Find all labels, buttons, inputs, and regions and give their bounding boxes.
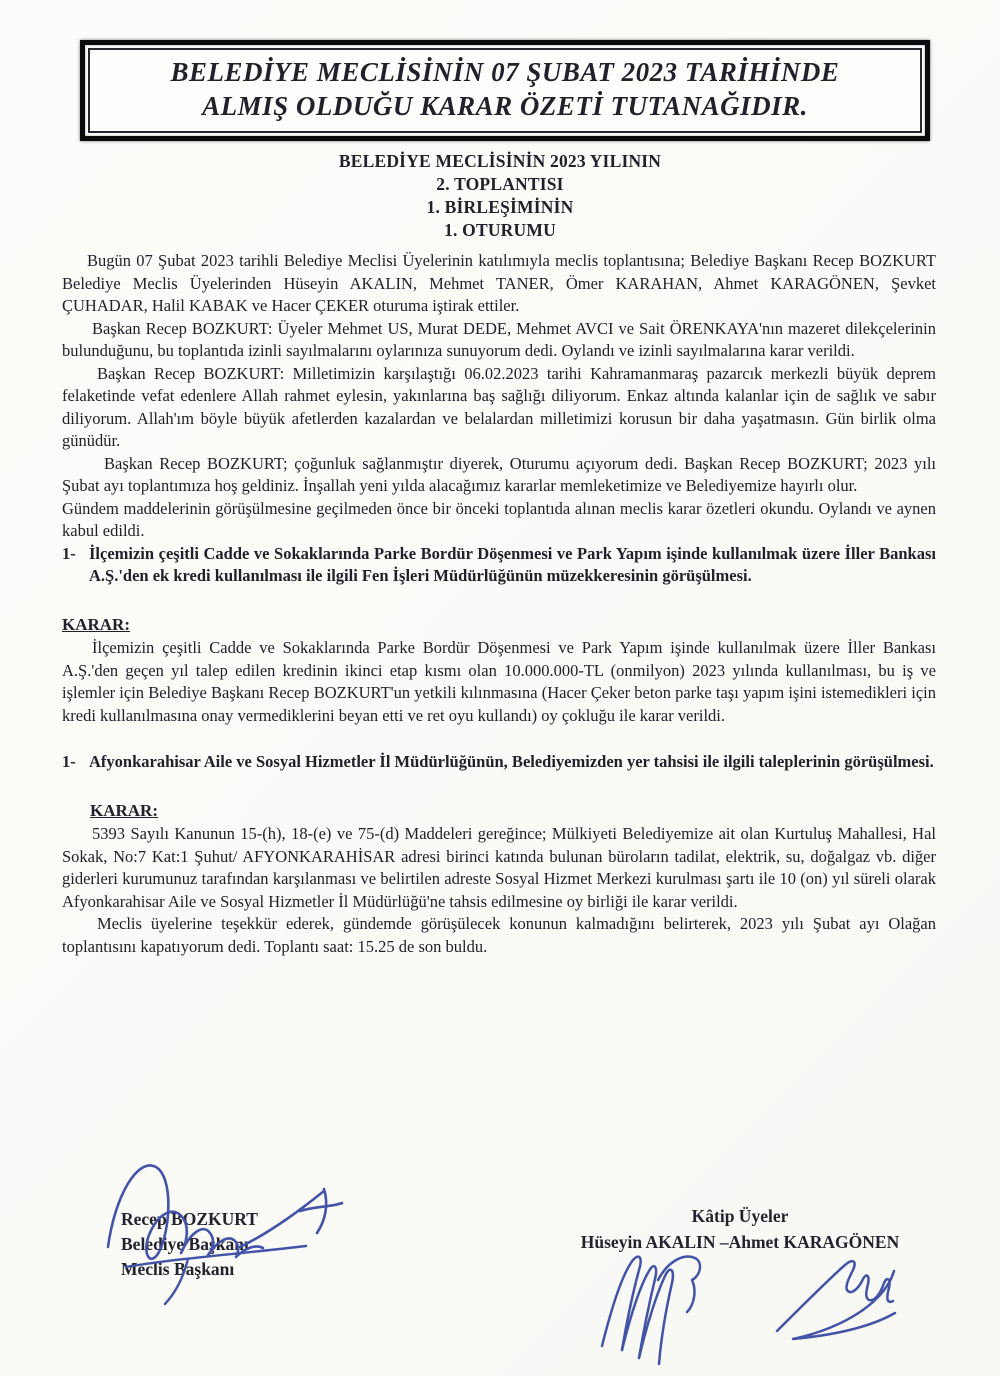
title-box — [80, 40, 930, 141]
clerk-signature-2-ink-icon — [763, 1243, 908, 1358]
karar-label-2: KARAR: — [90, 800, 158, 820]
intro-paragraph-1: Bugün 07 Şubat 2023 tarihli Belediye Meclisi Üyelerinin katılımıyla meclis toplantısına; Belediye Başkanı Recep BOZKURT Belediye Meclis Üyelerinden Hüseyin AKALIN, Mehmet TANER, Ömer KARAHAN, Ahmet KARAGÖNEN, Şevket ÇUHADAR, Halil KABAK ve Hacer ÇEKER oturuma iştirak ettiler. — [62, 251, 936, 315]
clerk-names: Hüseyin AKALIN –Ahmet KARAGÖNEN — [580, 1232, 900, 1252]
mayor-title-2: Meclis Başkanı — [121, 1259, 235, 1279]
document-body — [62, 250, 936, 958]
subheader-sitting: 1. BİRLEŞİMİNİN — [426, 197, 574, 217]
karar-text-1: İlçemizin çeşitli Cadde ve Sokaklarında Parke Bordür Döşenmesi ve Park Yapım işinde kullanılmak üzere İller Bankası A.Ş.'den geçen yıl talep edilen kredinin ikinci etap kısmı olan 10.000.000-TL (onmilyon) 2023 yılında kullanılması, bu iş ve işlemler için Belediye Başkanı Recep BOZKURT'un yetkili kılınmasına (Hacer Çeker beton parke taşı yapım işini istemedikleri için kredi kullanılmasına onay vermediklerini beyan etti ve ret oyu kullandı) oy çokluğu ile karar verildi. — [62, 638, 936, 725]
closing-paragraph: Meclis üyelerine teşekkür ederek, gündemde görüşülecek konunun kalmadığını belirterek, 2023 yılı Şubat ayı Olağan toplantısını kapatıyorum dedi. Toplantı saat: 15.25 de son buldu. — [62, 914, 936, 956]
title-line-1: BELEDİYE MECLİSİNİN 07 ŞUBAT 2023 TARİHİNDE — [170, 57, 840, 87]
intro-paragraph-2: Başkan Recep BOZKURT: Üyeler Mehmet US, Murat DEDE, Mehmet AVCI ve Sait ÖRENKAYA'nın mazeret dilekçelerinin bulunduğunu, bu toplantıda izinli sayılmalarını oylarınıza sunuyorum dedi. Oylandı ve izinli sayılmalarına karar verildi. — [62, 318, 936, 360]
title-box-inner — [88, 48, 922, 133]
agenda-item-1 — [62, 543, 936, 588]
mayor-signature-ink-icon — [88, 1147, 348, 1307]
karar-text-2: 5393 Sayılı Kanunun 15-(h), 18-(e) ve 75-(d) Maddeleri gereğince; Mülkiyeti Belediyemize ait olan Kurtuluş Mahallesi, Hal Sokak, No:7 Kat:1 Şuhut/ AFYONKARAHİSAR adresi birinci katında bulunan büroların tadilat, elektrik, su, doğalgaz vb. diğer giderleri kurumunuz tarafından karşılanması ve belirtilen adreste Sosyal Hizmet Merkezi kurulması şartı ile 10 (on) yıl süreli olarak Afyonkarahisar Aile ve Sosyal Hizmetler İl Müdürlüğü'ne tahsis edilmesine oy birliği ile karar verildi. — [62, 824, 936, 911]
mayor-title-1: Belediye Başkanı — [121, 1234, 249, 1254]
intro-paragraph-3: Başkan Recep BOZKURT: Milletimizin karşılaştığı 06.02.2023 tarihi Kahramanmaraş pazarcık merkezli büyük deprem felaketinde vefat edenlere Allah rahmet eylesin, yakınlarına baş sağlığı diliyorum. Enkaz altında kalanlar için de sağlık ve sabır diliyorum. Allah'ım böyle büyük afetlerden kazalardan ve belalardan milletimizi korusun bir daha yaşatmasın. Gün birlik olma günüdür. — [62, 363, 936, 450]
agenda-item-1-title: İlçemizin çeşitli Cadde ve Sokaklarında Parke Bordür Döşenmesi ve Park Yapım işinde kullanılmak üzere İller Bankası A.Ş.'den ek kredi kullanılması ile ilgili Fen İşleri Müdürlüğünün müzekkeresinin görüşülmesi. — [89, 543, 936, 585]
subheader-round: 1. OTURUMU — [444, 220, 556, 240]
karar-label-1: KARAR: — [62, 614, 130, 634]
clerk-signature-1-ink-icon — [588, 1248, 723, 1373]
agenda-item-1-number: 1- — [62, 543, 76, 563]
intro-paragraph-4: Başkan Recep BOZKURT; çoğunluk sağlanmıştır diyerek, Oturumu açıyorum dedi. Başkan Recep BOZKURT; 2023 yılı Şubat ayı toplantımıza hoş geldiniz. İnşallah yeni yılda alacağımız kararlar memleketimize ve Belediyemize hayırlı olur. — [62, 453, 936, 495]
subheader-year: BELEDİYE MECLİSİNİN 2023 YILININ — [338, 151, 662, 171]
mayor-name: Recep BOZKURT — [121, 1209, 258, 1229]
intro-paragraph-5: Gündem maddelerinin görüşülmesine geçilmeden önce bir önceki toplantıda alınan meclis karar özetleri okundu. Oylandı ve aynen kabul edildi. — [62, 498, 936, 540]
title-line-2: ALMIŞ OLDUĞU KARAR ÖZETİ TUTANAĞIDIR. — [202, 91, 808, 121]
agenda-item-2-number: 1- — [62, 752, 76, 771]
agenda-item-2-title: Afyonkarahisar Aile ve Sosyal Hizmetler İl Müdürlüğünün, Belediyemizden yer tahsisi ile ilgili taleplerinin görüşülmesi. — [89, 752, 934, 771]
meeting-subheaders — [0, 150, 1000, 242]
subheader-session: 2. TOPLANTISI — [436, 174, 564, 194]
clerk-heading: Kâtip Üyeler — [691, 1206, 789, 1226]
agenda-item-2 — [62, 751, 936, 774]
